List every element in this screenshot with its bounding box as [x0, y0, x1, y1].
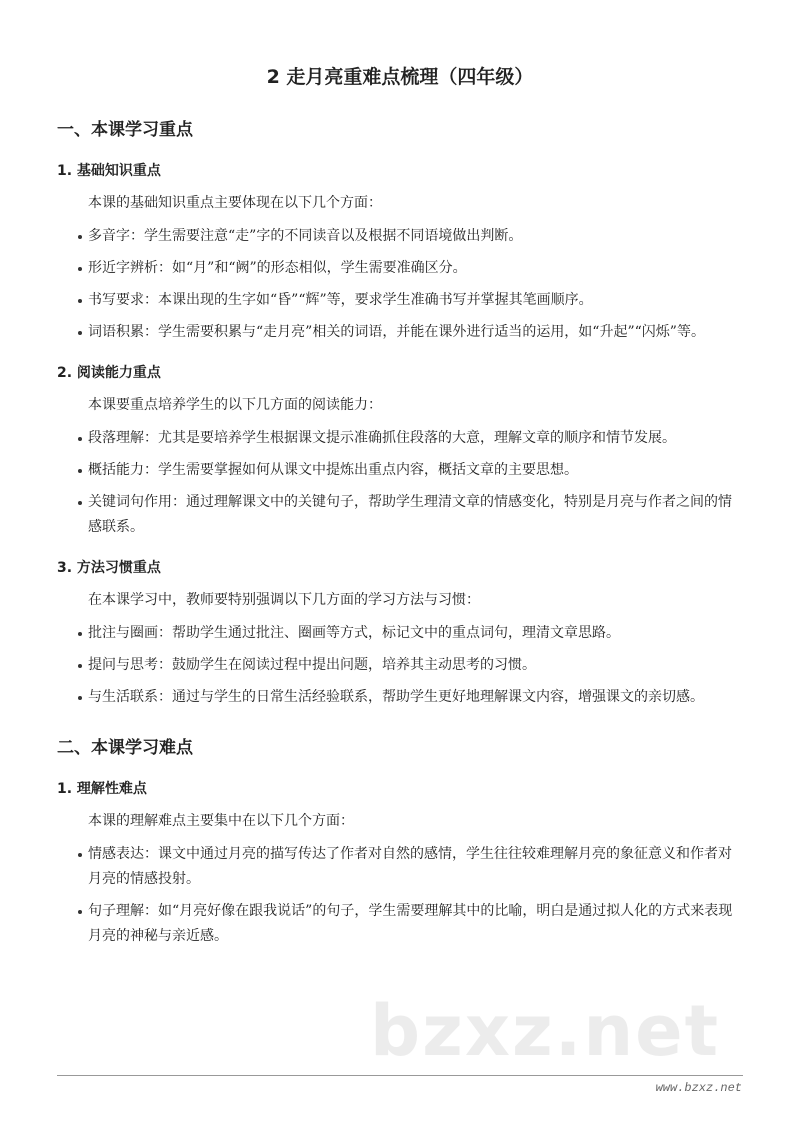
list-item-text: 批注与圈画：帮助学生通过批注、圈画等方式，标记文中的重点词句，理清文章思路。 — [88, 625, 620, 641]
list-item — [57, 842, 737, 892]
bullet-icon — [78, 696, 82, 700]
section-heading: 1. 理解性难点 — [57, 781, 147, 797]
list-item — [57, 458, 737, 483]
bullet-icon — [78, 299, 82, 303]
bullet-icon — [78, 469, 82, 473]
section-intro: 在本课学习中，教师要特别强调以下几方面的学习方法与习惯： — [88, 592, 480, 608]
bullet-icon — [78, 267, 82, 271]
list-item — [57, 288, 737, 313]
list-item-text: 词语积累：学生需要积累与“走月亮”相关的词语，并能在课外进行适当的运用，如“升起”“闪烁”等。 — [88, 324, 705, 340]
part1-heading: 一、本课学习重点 — [57, 120, 193, 140]
bullet-icon — [78, 501, 82, 505]
bullet-icon — [78, 331, 82, 335]
list-item — [57, 653, 737, 678]
bullet-icon — [78, 910, 82, 914]
section-heading: 3. 方法习惯重点 — [57, 560, 161, 576]
list-item — [57, 685, 737, 710]
list-item — [57, 426, 737, 451]
list-item-text: 情感表达：课文中通过月亮的描写传达了作者对自然的感情，学生往往较难理解月亮的象征意义和作者对月亮的情感投射。 — [88, 846, 732, 887]
section-intro: 本课的理解难点主要集中在以下几个方面： — [88, 813, 354, 829]
section-heading: 1. 基础知识重点 — [57, 163, 161, 179]
section-method-habits — [57, 557, 737, 710]
list-item-text: 句子理解：如“月亮好像在跟我说话”的句子，学生需要理解其中的比喻，明白是通过拟人化的方式来表现月亮的神秘与亲近感。 — [88, 903, 733, 944]
list-item-text: 与生活联系：通过与学生的日常生活经验联系，帮助学生更好地理解课文内容，增强课文的亲切感。 — [88, 689, 704, 705]
list-item-text: 形近字辨析：如“月”和“阙”的形态相似，学生需要准确区分。 — [88, 260, 467, 276]
section-basic-knowledge — [57, 160, 737, 345]
list-item-text: 关键词句作用：通过理解课文中的关键句子，帮助学生理清文章的情感变化，特别是月亮与作者之间的情感联系。 — [88, 494, 732, 535]
list-item-text: 概括能力：学生需要掌握如何从课文中提炼出重点内容，概括文章的主要思想。 — [88, 462, 578, 478]
bullet-icon — [78, 632, 82, 636]
section-intro: 本课的基础知识重点主要体现在以下几个方面： — [88, 195, 382, 211]
list-item-text: 多音字：学生需要注意“走”字的不同读音以及根据不同语境做出判断。 — [88, 228, 523, 244]
watermark: bzxz.net — [370, 990, 721, 1072]
document-body — [57, 118, 737, 966]
bullet-icon — [78, 437, 82, 441]
section-intro: 本课要重点培养学生的以下几方面的阅读能力： — [88, 397, 382, 413]
list-item — [57, 621, 737, 646]
section-heading: 2. 阅读能力重点 — [57, 365, 161, 381]
list-item-text: 段落理解：尤其是要培养学生根据课文提示准确抓住段落的大意，理解文章的顺序和情节发展。 — [88, 430, 676, 446]
footer-divider — [57, 1075, 743, 1076]
list-item — [57, 899, 737, 949]
bullet-icon — [78, 853, 82, 857]
section-reading-ability — [57, 362, 737, 540]
document-title: 2 走月亮重难点梳理（四年级） — [266, 66, 534, 88]
bullet-icon — [78, 235, 82, 239]
list-item — [57, 490, 737, 540]
list-item-text: 提问与思考：鼓励学生在阅读过程中提出问题，培养其主动思考的习惯。 — [88, 657, 536, 673]
list-item — [57, 224, 737, 249]
list-item-text: 书写要求：本课出现的生字如“昏”“辉”等，要求学生准确书写并掌握其笔画顺序。 — [88, 292, 593, 308]
list-item — [57, 320, 737, 345]
footer-url: www.bzxz.net — [655, 1081, 742, 1095]
list-item — [57, 256, 737, 281]
section-comprehension-difficulty — [57, 778, 737, 949]
part2-heading: 二、本课学习难点 — [57, 738, 193, 758]
bullet-icon — [78, 664, 82, 668]
